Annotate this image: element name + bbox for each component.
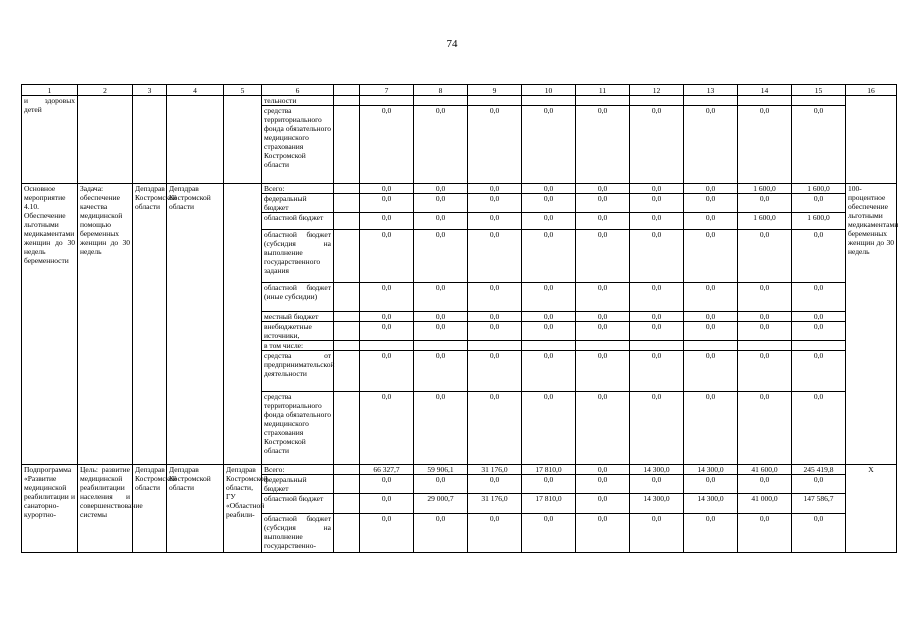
value-cell: 0,0 [792,514,846,553]
value-cell: 14 300,0 [684,465,738,475]
spacer-cell [334,322,360,341]
row-group-col1: и здоровых детей [22,96,78,184]
value-cell [576,341,630,351]
value-cell: 0,0 [522,514,576,553]
value-cell: 41 000,0 [738,494,792,514]
column-header: 1 [22,85,78,96]
row-group-col2 [78,96,133,184]
value-cell: 0,0 [576,322,630,341]
value-cell: 0,0 [684,184,738,194]
column-header: 5 [224,85,262,96]
spacer-cell [334,106,360,184]
table-row [22,184,897,194]
value-cell: 14 300,0 [630,465,684,475]
value-cell: 0,0 [522,184,576,194]
spacer-cell [334,475,360,494]
table-row [22,96,897,106]
funding-source-label: областной бюджет (иные субсидии) [262,283,334,312]
spacer-cell [334,230,360,283]
value-cell: 0,0 [468,514,522,553]
value-cell: 0,0 [792,392,846,465]
value-cell: 41 600,0 [738,465,792,475]
value-cell: 147 586,7 [792,494,846,514]
value-cell: 0,0 [522,475,576,494]
value-cell: 0,0 [684,194,738,213]
value-cell: 0,0 [522,283,576,312]
value-cell: 0,0 [738,230,792,283]
header-row [22,85,897,96]
value-cell: 0,0 [738,392,792,465]
value-cell: 0,0 [414,194,468,213]
value-cell [576,96,630,106]
column-header: 9 [468,85,522,96]
funding-source-label: местный бюджет [262,312,334,322]
value-cell: 0,0 [360,194,414,213]
value-cell: 0,0 [414,283,468,312]
value-cell: 0,0 [468,475,522,494]
value-cell [522,96,576,106]
value-cell: 0,0 [684,283,738,312]
value-cell: 0,0 [360,230,414,283]
value-cell: 0,0 [360,475,414,494]
value-cell [684,96,738,106]
row-group-col1: Основное мероприятие 4.10. Обеспечение льготными медикаментами женщин до 30 недель беременности [22,184,78,465]
spacer-cell [334,312,360,322]
column-header: 12 [630,85,684,96]
value-cell: 0,0 [738,322,792,341]
value-cell: 0,0 [414,213,468,230]
funding-source-label: внебюджетные источники, [262,322,334,341]
spacer-cell [334,392,360,465]
value-cell: 0,0 [360,283,414,312]
value-cell: 0,0 [414,230,468,283]
funding-source-label: средства от предпринимательской деятельности [262,351,334,392]
value-cell: 0,0 [792,194,846,213]
value-cell: 0,0 [792,106,846,184]
spacer-cell [334,194,360,213]
row-group-col2: Задача: обеспечение качества медицинской помощью беременных женщин до 30 недель [78,184,133,465]
funding-source-label: средства территориального фонда обязательного медицинского страхования Костромской области [262,392,334,465]
value-cell: 0,0 [414,392,468,465]
value-cell: 17 810,0 [522,494,576,514]
value-cell: 0,0 [630,475,684,494]
value-cell [468,341,522,351]
spacer-cell [334,96,360,106]
value-cell: 0,0 [684,475,738,494]
value-cell: 0,0 [468,392,522,465]
value-cell: 0,0 [414,514,468,553]
value-cell: 0,0 [684,213,738,230]
value-cell: 0,0 [468,351,522,392]
value-cell [684,341,738,351]
value-cell: 0,0 [576,194,630,213]
result-cell: Х [846,465,897,553]
value-cell [630,96,684,106]
row-group-col4: Депздрав Костромской области [167,465,224,553]
value-cell: 0,0 [360,106,414,184]
spacer-cell [334,184,360,194]
column-header: 15 [792,85,846,96]
funding-source-label: областной бюджет [262,213,334,230]
value-cell [792,341,846,351]
value-cell: 1 600,0 [792,213,846,230]
row-group-col5 [224,184,262,465]
value-cell: 0,0 [576,494,630,514]
value-cell: 0,0 [684,106,738,184]
value-cell: 0,0 [468,213,522,230]
column-header: 2 [78,85,133,96]
value-cell: 0,0 [522,106,576,184]
value-cell: 0,0 [630,213,684,230]
value-cell: 0,0 [468,194,522,213]
funding-source-label: областной бюджет (субсидия на выполнение государственно- [262,514,334,553]
value-cell [738,96,792,106]
value-cell: 0,0 [792,351,846,392]
row-group-col2: Цель: развитие медицинской реабилитации населения и совершенствование системы [78,465,133,553]
value-cell: 0,0 [684,322,738,341]
funding-source-label: Всего: [262,465,334,475]
spacer-cell [334,494,360,514]
value-cell: 14 300,0 [630,494,684,514]
value-cell: 0,0 [630,184,684,194]
value-cell: 0,0 [630,312,684,322]
value-cell: 0,0 [630,230,684,283]
funding-source-label: тельности [262,96,334,106]
column-header: 10 [522,85,576,96]
value-cell [360,341,414,351]
value-cell: 0,0 [738,312,792,322]
spacer-cell [334,341,360,351]
row-group-col5: Депздрав Костромской области, ГУ «Областной реабили- [224,465,262,553]
value-cell: 31 176,0 [468,494,522,514]
value-cell: 0,0 [576,514,630,553]
value-cell: 0,0 [468,106,522,184]
spacer-cell [334,283,360,312]
result-cell: 100-процентное обеспечение льготными медикаментами беременных женщин до 30 недель [846,184,897,465]
value-cell: 0,0 [630,392,684,465]
column-header: 13 [684,85,738,96]
value-cell: 0,0 [576,465,630,475]
value-cell: 0,0 [360,312,414,322]
value-cell: 0,0 [576,230,630,283]
value-cell: 0,0 [468,312,522,322]
value-cell [630,341,684,351]
value-cell: 0,0 [792,312,846,322]
value-cell [522,341,576,351]
value-cell: 0,0 [738,514,792,553]
value-cell: 0,0 [576,392,630,465]
value-cell: 0,0 [576,283,630,312]
value-cell: 1 600,0 [738,184,792,194]
value-cell: 0,0 [738,283,792,312]
value-cell: 66 327,7 [360,465,414,475]
row-group-col4: Депздрав Костромской области [167,184,224,465]
value-cell: 0,0 [738,351,792,392]
spacer-cell [334,351,360,392]
value-cell: 0,0 [360,351,414,392]
value-cell: 0,0 [576,184,630,194]
value-cell: 0,0 [522,392,576,465]
table-row [22,465,897,475]
value-cell: 0,0 [684,514,738,553]
value-cell: 0,0 [360,184,414,194]
spacer-cell [334,465,360,475]
value-cell [468,96,522,106]
page-number: 74 [446,38,458,50]
value-cell: 0,0 [792,475,846,494]
column-header: 16 [846,85,897,96]
value-cell: 17 810,0 [522,465,576,475]
value-cell: 1 600,0 [792,184,846,194]
value-cell: 0,0 [684,392,738,465]
row-group-col5 [224,96,262,184]
value-cell: 0,0 [738,475,792,494]
column-header: 11 [576,85,630,96]
value-cell: 0,0 [684,351,738,392]
funding-source-label: Всего: [262,184,334,194]
funding-source-label: областной бюджет [262,494,334,514]
value-cell: 0,0 [792,230,846,283]
value-cell: 0,0 [468,230,522,283]
value-cell: 14 300,0 [684,494,738,514]
value-cell [738,341,792,351]
value-cell: 0,0 [522,312,576,322]
value-cell: 0,0 [792,283,846,312]
value-cell [360,96,414,106]
funding-source-label: в том числе: [262,341,334,351]
value-cell: 0,0 [630,514,684,553]
funding-source-label: средства территориального фонда обязательного медицинского страхования Костромской области [262,106,334,184]
value-cell: 1 600,0 [738,213,792,230]
value-cell: 59 906,1 [414,465,468,475]
funding-source-label: федеральный бюджет [262,194,334,213]
column-header: 4 [167,85,224,96]
value-cell: 0,0 [738,194,792,213]
value-cell: 0,0 [522,194,576,213]
value-cell: 0,0 [630,106,684,184]
row-group-col3 [133,96,167,184]
value-cell: 0,0 [414,312,468,322]
value-cell: 0,0 [684,312,738,322]
spacer-cell [334,514,360,553]
value-cell: 0,0 [414,475,468,494]
value-cell: 0,0 [360,322,414,341]
column-header: 8 [414,85,468,96]
value-cell: 0,0 [414,184,468,194]
value-cell: 0,0 [630,322,684,341]
row-group-col3: Депздрав Костромской области [133,465,167,553]
value-cell: 0,0 [468,283,522,312]
value-cell: 0,0 [522,322,576,341]
column-header [334,85,360,96]
column-header: 6 [262,85,334,96]
column-header: 14 [738,85,792,96]
value-cell: 0,0 [630,283,684,312]
funding-source-label: областной бюджет (субсидия на выполнение государственного задания [262,230,334,283]
row-group-col1: Подпрограмма «Развитие медицинской реабилитации и санаторно-курортно- [22,465,78,553]
value-cell: 0,0 [360,213,414,230]
value-cell: 0,0 [576,312,630,322]
value-cell: 31 176,0 [468,465,522,475]
value-cell [792,96,846,106]
value-cell: 29 000,7 [414,494,468,514]
value-cell: 0,0 [792,322,846,341]
value-cell: 245 419,8 [792,465,846,475]
budget-table [21,84,897,553]
value-cell: 0,0 [522,213,576,230]
column-header: 3 [133,85,167,96]
column-header: 7 [360,85,414,96]
value-cell: 0,0 [576,475,630,494]
result-cell [846,96,897,184]
spacer-cell [334,213,360,230]
row-group-col3: Депздрав Костромской области [133,184,167,465]
value-cell: 0,0 [576,213,630,230]
value-cell: 0,0 [414,351,468,392]
value-cell: 0,0 [522,351,576,392]
value-cell: 0,0 [468,184,522,194]
value-cell: 0,0 [738,106,792,184]
value-cell [414,96,468,106]
value-cell: 0,0 [630,194,684,213]
value-cell: 0,0 [576,106,630,184]
value-cell: 0,0 [360,514,414,553]
value-cell: 0,0 [360,392,414,465]
value-cell: 0,0 [360,494,414,514]
funding-source-label: федеральный бюджет [262,475,334,494]
value-cell: 0,0 [468,322,522,341]
value-cell: 0,0 [414,322,468,341]
value-cell: 0,0 [576,351,630,392]
row-group-col4 [167,96,224,184]
value-cell [414,341,468,351]
value-cell: 0,0 [630,351,684,392]
value-cell: 0,0 [684,230,738,283]
value-cell: 0,0 [522,230,576,283]
value-cell: 0,0 [414,106,468,184]
